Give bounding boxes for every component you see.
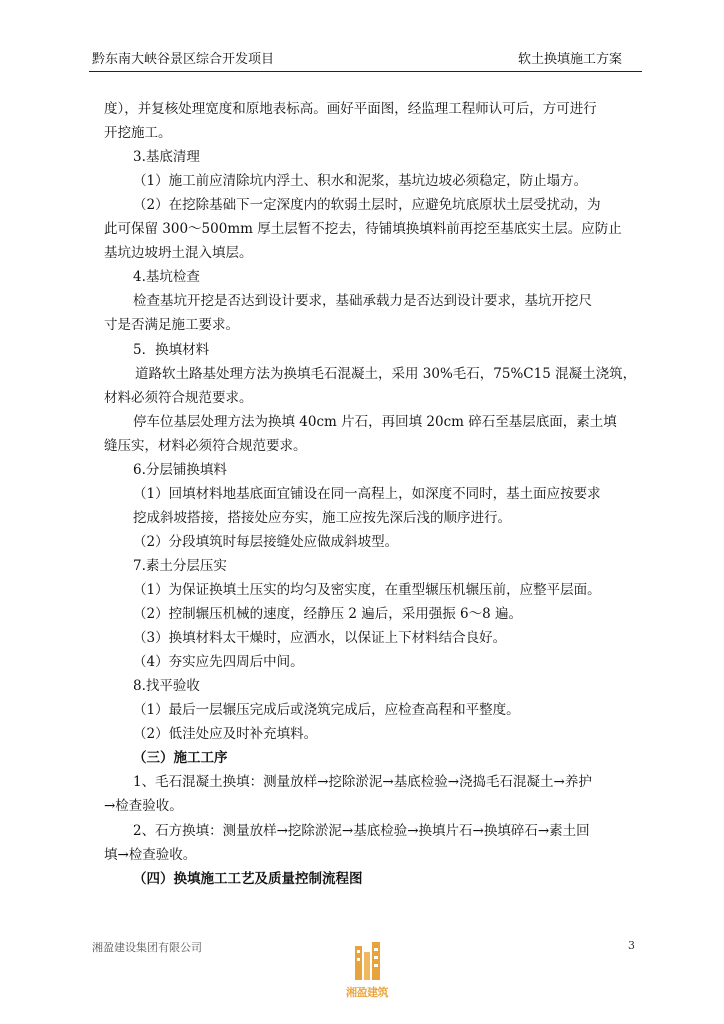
paragraph-line: 度），并复核处理宽度和原地表标高。画好平面图，经监理工程师认可后，方可进行 xyxy=(104,101,597,117)
paragraph-line: （1）最后一层辗压完成后或浇筑完成后，应检查高程和平整度。 xyxy=(133,702,520,719)
paragraph-line: （4）夯实应先四周后中间。 xyxy=(133,654,304,671)
paragraph-line: （2）在挖除基础下一定深度内的软弱土层时，应避免坑底原状土层受扰动，为 xyxy=(133,197,601,214)
paragraph-line: 8.找平验收 xyxy=(133,678,200,695)
paragraph-line: →检查验收。 xyxy=(104,798,183,815)
header-project-title: 黔东南大峡谷景区综合开发项目 xyxy=(92,52,275,67)
paragraph-line: 6.分层铺换填料 xyxy=(133,461,227,478)
paragraph-line: （1）回填材料地基底面宜铺设在同一高程上，如深度不同时，基土面应按要求 xyxy=(133,485,601,502)
building-logo-icon xyxy=(337,940,397,984)
paragraph-line: 1、毛石混凝土换填：测量放样→挖除淤泥→基底检验→浇捣毛石混凝土→养护 xyxy=(133,774,592,791)
paragraph-line: 道路软土路基处理方法为换填毛石混凝土，采用 30%毛石，75%C15 混凝土浇筑， xyxy=(135,365,637,382)
section-heading: （三）施工工序 xyxy=(133,750,228,767)
paragraph-line: 缝压实，材料必须符合规范要求。 xyxy=(104,437,307,454)
paragraph-line: 3.基底清理 xyxy=(133,149,200,166)
paragraph-line: 停车位基层处理方法为换填 40cm 片石，再回填 20cm 碎石至基层底面，素土填 xyxy=(133,413,617,430)
page-number: 3 xyxy=(628,939,635,952)
section-heading: （四）换填施工工艺及质量控制流程图 xyxy=(133,870,363,887)
footer-company-name: 湘盈建设集团有限公司 xyxy=(92,941,202,954)
paragraph-line: 7.素土分层压实 xyxy=(133,557,227,574)
paragraph-line: 填→检查验收。 xyxy=(104,846,197,863)
paragraph-line: 检查基坑开挖是否达到设计要求，基础承载力是否达到设计要求，基坑开挖尺 xyxy=(133,293,592,310)
paragraph-line: （2）低洼处应及时补充填料。 xyxy=(133,726,318,743)
paragraph-line: （2）分段填筑时每层接缝处应做成斜坡型。 xyxy=(133,533,399,550)
header-document-title: 软土换填施工方案 xyxy=(517,52,622,67)
paragraph-line: 挖成斜坡搭接，搭接处应夯实，施工应按先深后浅的顺序进行。 xyxy=(133,509,511,526)
page-header xyxy=(89,50,642,70)
paragraph-line: 5．换填材料 xyxy=(133,341,210,358)
paragraph-line: 材料必须符合规范要求。 xyxy=(104,389,253,406)
paragraph-line: 寸是否满足施工要求。 xyxy=(104,317,239,334)
paragraph-line: （1）为保证换填土压实的均匀及密实度，在重型辗压机辗压前，应整平层面。 xyxy=(133,582,601,598)
paragraph-line: （3）换填材料太干燥时，应洒水，以保证上下材料结合良好。 xyxy=(133,630,507,647)
paragraph-line: 开挖施工。 xyxy=(104,125,172,142)
paragraph-line: 基坑边坡坍土混入填层。 xyxy=(104,245,253,262)
paragraph-line: 此可保留 300～500mm 厚土层暂不挖去，待铺填换填料前再挖至基底实土层。应防止 xyxy=(104,221,622,238)
company-logo xyxy=(337,940,397,999)
header-divider xyxy=(89,71,642,72)
paragraph-line: 2、石方换填：测量放样→挖除淤泥→基底检验→换填片石→换填碎石→素土回 xyxy=(133,822,590,839)
paragraph-line: （1）施工前应清除坑内浮土、积水和泥浆，基坑边坡必须稳定，防止塌方。 xyxy=(133,173,588,190)
paragraph-line: 4.基坑检查 xyxy=(133,269,200,286)
logo-wordmark: 湘盈建筑 xyxy=(346,986,388,999)
paragraph-line: （2）控制辗压机械的速度，经静压 2 遍后，采用强振 6～8 遍。 xyxy=(133,606,523,623)
